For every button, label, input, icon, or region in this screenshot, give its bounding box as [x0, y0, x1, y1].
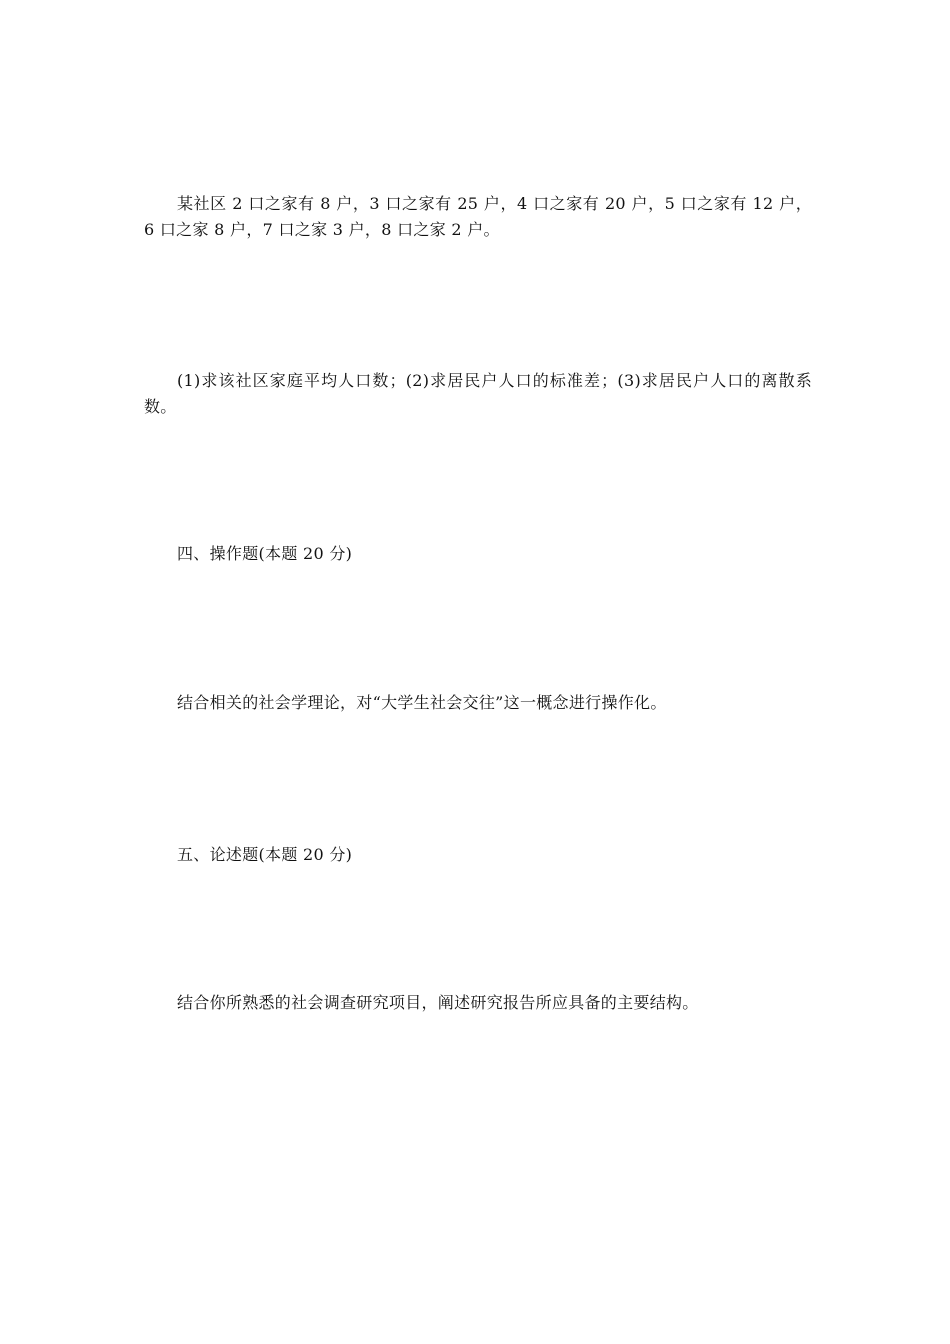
- essay-question-paragraph: 结合你所熟悉的社会调查研究项目，阐述研究报告所应具备的主要结构。: [177, 993, 699, 1012]
- section-heading-essay: 五、论述题(本题 20 分): [177, 845, 353, 864]
- problem-data-paragraph: 某社区 2 口之家有 8 户，3 口之家有 25 户，4 口之家有 20 户，5 口之家有 12 户，6 口之家 8 户，7 口之家 3 户，8 口之家 2 户。: [144, 194, 812, 239]
- problem-questions-paragraph: (1)求该社区家庭平均人口数；(2)求居民户人口的标准差；(3)求居民户人口的离散系数。: [144, 371, 812, 416]
- operation-question-paragraph: 结合相关的社会学理论，对“大学生社会交往”这一概念进行操作化。: [177, 693, 667, 712]
- section-heading-operation: 四、操作题(本题 20 分): [177, 544, 353, 563]
